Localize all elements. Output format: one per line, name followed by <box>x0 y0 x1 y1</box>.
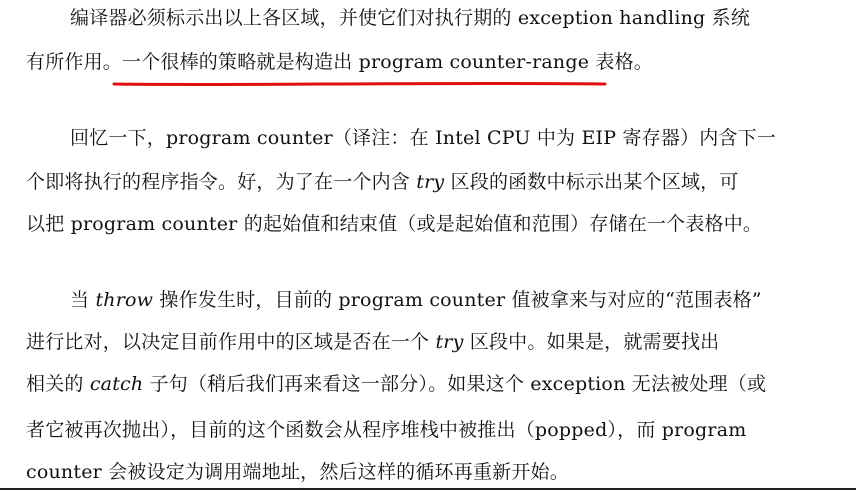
p2-line3: 以把 program counter 的起始值和结束值（或是起始值和范围）存储在一个表格中。 <box>26 213 763 235</box>
p3-line3: 相关的 catch 子句（稍后我们再来看这一部分）。如果这个 exception 无法被处理（或 <box>26 373 767 395</box>
p3-line5: counter 会被设定为调用端地址，然后这样的循环再重新开始。 <box>26 461 569 483</box>
p2-line1: 回忆一下，program counter（译注：在 Intel CPU 中为 EIP 寄存器）内含下一 <box>70 127 777 149</box>
page-bottom-edge <box>0 488 856 490</box>
red-underline-mark <box>112 80 607 88</box>
p3-line4: 者它被再次抛出），目前的这个函数会从程序堆栈中被推出（popped），而 program <box>26 419 747 441</box>
p1-line1: 编译器必须标示出以上各区域，并使它们对执行期的 exception handling 系统 <box>70 7 751 29</box>
p3-line1: 当 throw 操作发生时，目前的 program counter 值被拿来与对应的“范围表格” <box>70 289 762 311</box>
p2-line2: 个即将执行的程序指令。好，为了在一个内含 try 区段的函数中标示出某个区域，可 <box>26 171 739 193</box>
p3-line2: 进行比对，以决定目前作用中的区域是否在一个 try 区段中。如果是，就需要找出 <box>26 331 720 353</box>
p1-line2: 有所作用。一个很棒的策略就是构造出 program counter-range 表格。 <box>26 51 653 73</box>
